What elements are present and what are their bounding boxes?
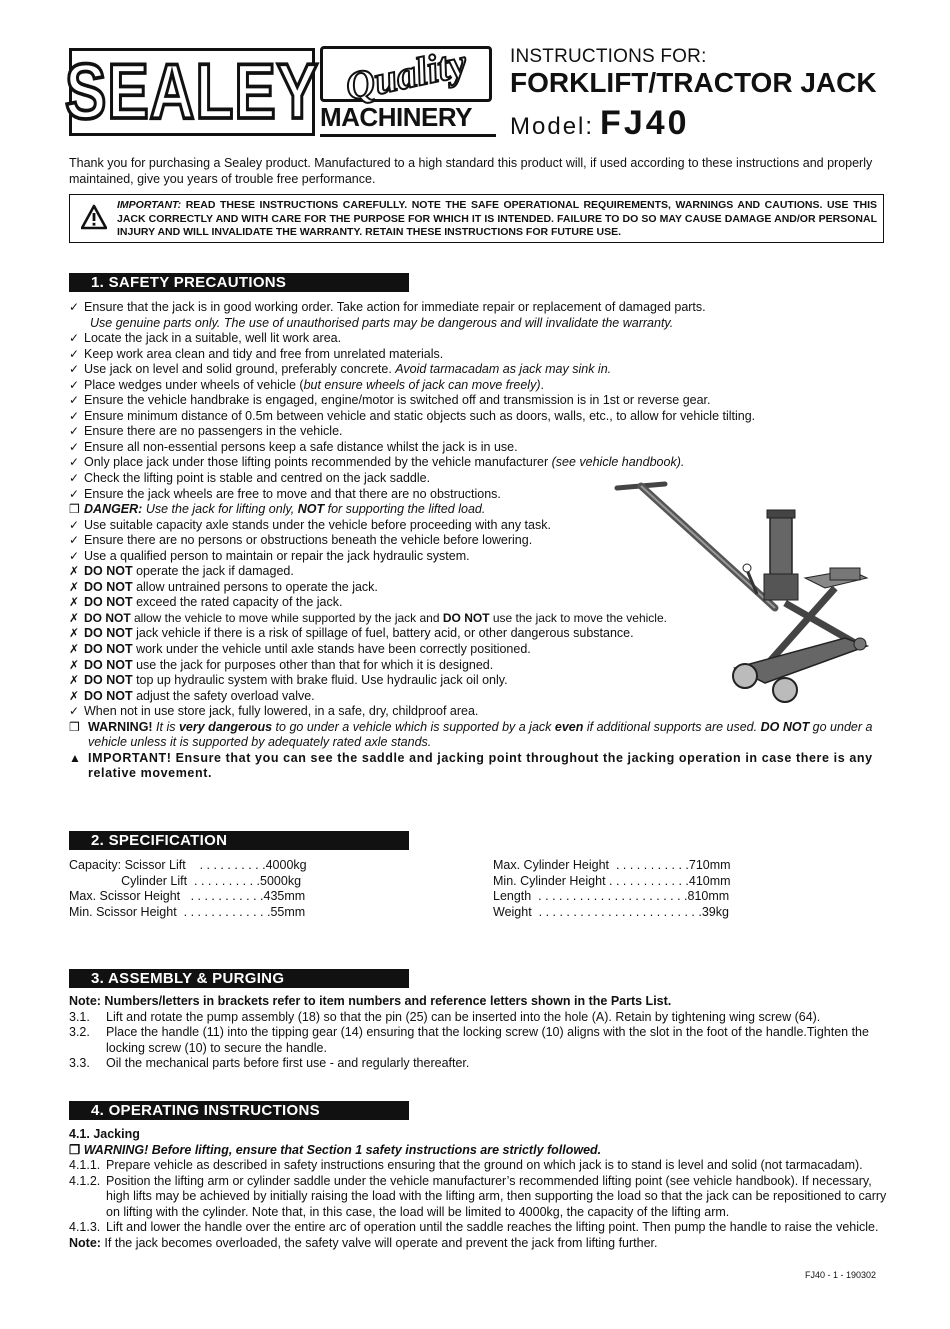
spec-row: Min. Scissor Height . . . . . . . . . . . . .55mm xyxy=(69,904,306,919)
machinery-logo-text: MACHINERY xyxy=(320,102,498,133)
list-item: ✓ Ensure the vehicle handbrake is engaged, engine/motor is switched off and transmission is in 1st or reverse gear. xyxy=(69,393,711,408)
list-item: ✗ DO NOT allow untrained persons to operate the jack. xyxy=(69,579,378,594)
list-item: ✗ DO NOT jack vehicle if there is a risk of spillage of fuel, battery acid, or other dangerous substance. xyxy=(69,626,634,641)
warning-item: ❒ WARNING! It is very dangerous to go under a vehicle which is supported by a jack even if additional supports are used. DO NOT go under a vehicle unless it is supported by adequately rated axle stands. xyxy=(69,719,873,750)
spec-left xyxy=(69,858,307,920)
page-footer: FJ40 - 1 - 190302 xyxy=(805,1270,877,1280)
list-item: ✓ Locate the jack in a suitable, well lit work area. xyxy=(69,331,342,346)
section-4-header: 4. OPERATING INSTRUCTIONS xyxy=(69,1101,409,1120)
spec-row: Cylinder Lift . . . . . . . . . .5000kg xyxy=(69,873,302,888)
important-warning-box xyxy=(69,194,884,243)
quality-machinery-logo xyxy=(320,39,498,136)
sealey-logo xyxy=(64,48,320,136)
list-item: ✓ Ensure the jack wheels are free to move and that there are no obstructions. xyxy=(69,486,501,501)
spec-row: Max. Cylinder Height . . . . . . . . . . .710mm xyxy=(493,858,731,872)
list-item: ✗ DO NOT exceed the rated capacity of the jack. xyxy=(69,595,343,610)
list-item: ✓ Use a qualified person to maintain or repair the jack hydraulic system. xyxy=(69,548,470,563)
model-line xyxy=(510,104,690,143)
warning-line: ❒ WARNING! Before lifting, ensure that Section 1 safety instructions are strictly followed. xyxy=(69,1142,602,1157)
list-item-sub: Use genuine parts only. The use of unauthorised parts may be dangerous and will invalidate the warranty. xyxy=(90,315,674,330)
list-item: ✓ Use suitable capacity axle stands under the vehicle before proceeding with any task. xyxy=(69,517,551,532)
subheading-jacking: 4.1. Jacking xyxy=(69,1127,140,1141)
list-item: ✗ DO NOT use the jack for purposes other than that for which it is designed. xyxy=(69,657,494,672)
assembly-note: Note: Numbers/letters in brackets refer to item numbers and reference letters shown in the Parts List. xyxy=(69,994,672,1008)
spec-row: Capacity: Scissor Lift . . . . . . . . . .4000kg xyxy=(69,858,307,872)
assembly-text xyxy=(69,994,889,1072)
list-item: ✓ Ensure there are no persons or obstructions beneath the vehicle before lowering. xyxy=(69,533,533,548)
section-3-header: 3. ASSEMBLY & PURGING xyxy=(69,969,409,988)
list-item: 4.1.3. Lift and lower the handle over the entire arc of operation until the saddle reaches the lifting point. Then pump the handle to raise the vehicle. xyxy=(69,1220,879,1234)
list-item: ✓ Only place jack under those lifting points recommended by the vehicle manufacturer (see vehicle handbook). xyxy=(69,455,685,470)
sealey-logo-text: SEALEY xyxy=(64,48,320,136)
list-item: ✓ Place wedges under wheels of vehicle (but ensure wheels of jack can move freely). xyxy=(69,377,544,392)
list-item: ✗ DO NOT work under the vehicle until axle stands have been correctly positioned. xyxy=(69,642,531,657)
list-item: ✓ Check the lifting point is stable and centred on the jack saddle. xyxy=(69,471,431,486)
list-item: ✓ When not in use store jack, fully lowered, in a safe, dry, childproof area. xyxy=(69,704,479,719)
list-item: ✓ Ensure all non-essential persons keep a safe distance whilst the jack is in use. xyxy=(69,439,518,454)
list-item: 3.3. Oil the mechanical parts before first use - and regularly thereafter. xyxy=(69,1056,470,1070)
spec-row: Weight . . . . . . . . . . . . . . . . . . . . . . . .39kg xyxy=(493,904,729,919)
list-item: ✓ Ensure there are no passengers in the vehicle. xyxy=(69,424,343,439)
list-item: 3.1. Lift and rotate the pump assembly (18) so that the pin (25) can be inserted into the hole (A). Retain by tightening wing screw (64). xyxy=(69,1009,821,1024)
spec-row: Max. Scissor Height . . . . . . . . . . .435mm xyxy=(69,889,306,903)
section-1-header: 1. SAFETY PRECAUTIONS xyxy=(69,273,409,292)
operating-text xyxy=(69,1127,889,1251)
quality-logo-text: Quality xyxy=(341,39,471,109)
model-label: Model: xyxy=(510,113,595,140)
spec-row: Length . . . . . . . . . . . . . . . . . . . . . .810mm xyxy=(493,889,730,903)
list-item: ✗ DO NOT allow the vehicle to move while supported by the jack and DO NOT use the jack to move the vehicle. xyxy=(69,610,667,625)
section-2-header: 2. SPECIFICATION xyxy=(69,831,409,850)
list-item: ✓ Use jack on level and solid ground, preferably concrete. Avoid tarmacadam as jack may sink in. xyxy=(69,362,612,377)
warning-triangle-icon xyxy=(81,204,107,230)
list-item: ✗ DO NOT adjust the safety overload valve. xyxy=(69,688,315,703)
instructions-for: INSTRUCTIONS FOR: xyxy=(510,46,707,67)
list-item: 3.2. Place the handle (11) into the tipping gear (14) ensuring that the locking screw (10) aligns with the slot in the foot of the handle.Tighten the locking screw (10) to secure the handle. xyxy=(69,1025,869,1055)
list-item: ❒ DANGER: Use the jack for lifting only, NOT for supporting the lifted load. xyxy=(69,502,486,517)
list-item: ✓ Ensure minimum distance of 0.5m between vehicle and static objects such as doors, walls, etc., to allow for vehicle tilting. xyxy=(69,408,756,423)
product-title: FORKLIFT/TRACTOR JACK xyxy=(510,67,877,98)
spec-right xyxy=(493,858,731,920)
model-number: FJ40 xyxy=(600,104,690,142)
jack-illustration xyxy=(605,478,885,708)
important-item: ▲ IMPORTANT! Ensure that you can see the saddle and jacking point throughout the jacking operation in case there is any relative movement. xyxy=(69,750,873,781)
list-item: ✗ DO NOT top up hydraulic system with brake fluid. Use hydraulic jack oil only. xyxy=(69,673,508,688)
list-item: ✓ Ensure that the jack is in good working order. Take action for immediate repair or replacement of damaged parts. xyxy=(69,300,706,314)
spec-row: Min. Cylinder Height . . . . . . . . . . . .410mm xyxy=(493,873,731,888)
list-item: 4.1.1. Prepare vehicle as described in safety instructions ensuring that the ground on which jack is to stand is level and solid (not tarmacadam). xyxy=(69,1158,863,1172)
list-item: ✗ DO NOT operate the jack if damaged. xyxy=(69,564,294,579)
intro-paragraph: Thank you for purchasing a Sealey product. Manufactured to a high standard this product will, if used according to these instructions and properly maintained, give you years of trouble free performance. xyxy=(69,156,873,186)
warning-text: IMPORTANT: READ THESE INSTRUCTIONS CAREFULLY. NOTE THE SAFE OPERATIONAL REQUIREMENTS, WARNINGS AND CAUTIONS. USE THIS JACK CORRECTLY AND WITH CARE FOR THE PURPOSE FOR WHICH IT IS INTENDED. FAILURE TO DO SO MAY CAUSE DAMAGE AND/OR PERSONAL INJURY AND WILL INVALIDATE THE WARRANTY. RETAIN THESE INSTRUCTIONS FOR FUTURE USE. xyxy=(117,199,877,238)
list-item: ✓ Keep work area clean and tidy and free from unrelated materials. xyxy=(69,346,444,361)
list-item: 4.1.2. Position the lifting arm or cylinder saddle under the vehicle manufacturer’s recommended lifting point (see vehicle handbook). If necessary, high lifts may be achieved by initially raising the load with the lifting arm, then supporting the load so that the jack can be repositioned to carry on lifting with the cylinder. Note that, in this case, the load will be limited to 4000kg, the capacity of the lifting arm. xyxy=(69,1173,887,1219)
operating-note: Note: If the jack becomes overloaded, the safety valve will operate and prevent the jack from lifting further. xyxy=(69,1235,658,1250)
